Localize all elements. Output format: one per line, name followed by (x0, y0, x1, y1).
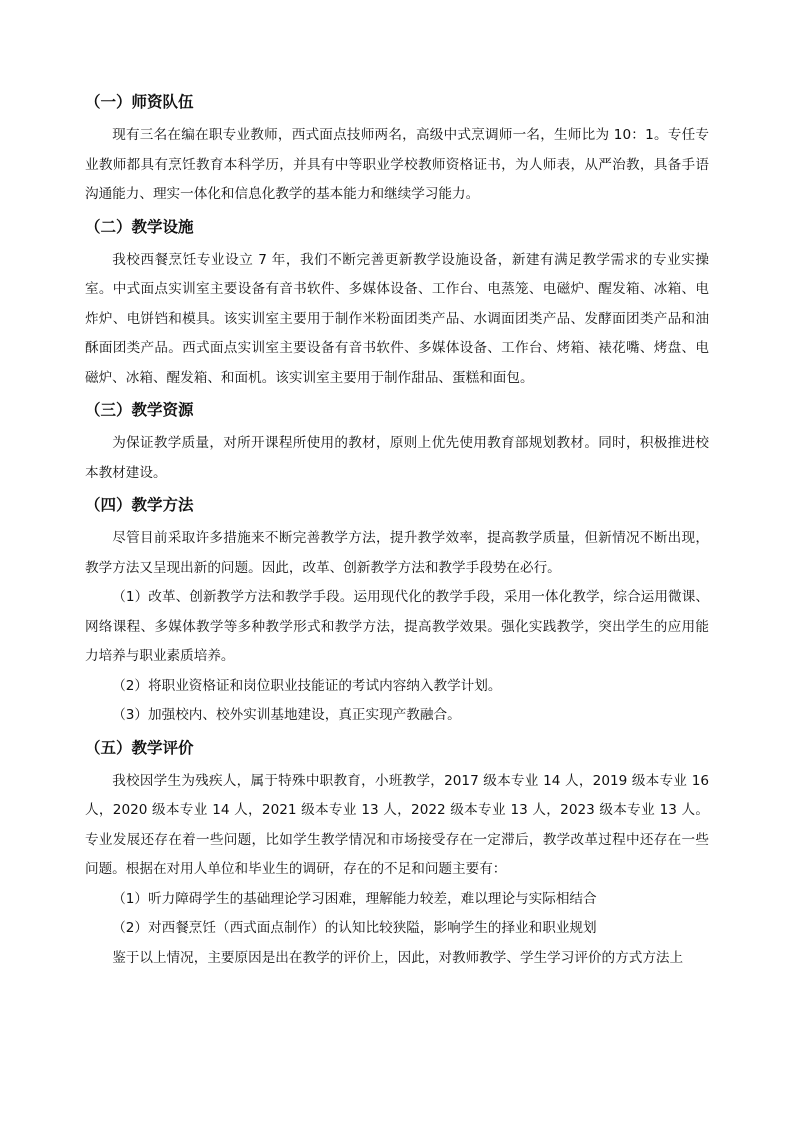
section-heading: （三）教学资源 (85, 401, 194, 419)
paragraph: 鉴于以上情况，主要原因是出在教学的评价上，因此，对教师教学、学生学习评价的方式方法上 (112, 949, 684, 966)
section-heading: （二）教学设施 (85, 217, 194, 236)
document-page (85, 85, 709, 973)
paragraph: 现有三名在编在职专业教师，西式面点技师两名，高级中式烹调师一名，生师比为 10：1。专任专业教师都具有烹饪教育本科学历，并具有中等职业学校教师资格证书，为人师表，从严治教，具备手语沟通能力、理实一体化和信息化教学的基本能力和继续学习能力。 (85, 127, 709, 202)
section-teaching-resources (85, 399, 709, 488)
paragraph: 为保证教学质量，对所开课程所使用的教材，原则上优先使用教育部规划教材。同时，积极推进校本教材建设。 (85, 435, 709, 481)
section-teaching-methods (85, 494, 709, 731)
list-item: （1）改革、创新教学方法和教学手段。运用现代化的教学手段，采用一体化教学，综合运用微课、网络课程、多媒体教学等多种教学形式和教学方法，提高教学效果。强化实践教学，突出学生的应用能力培养与职业素质培养。 (85, 589, 709, 664)
paragraph: 我校因学生为残疾人，属于特殊中职教育，小班教学，2017 级本专业 14 人，2019 级本专业 16 人，2020 级本专业 14 人，2021 级本专业 13 人，2022 级本专业 13 人，2023 级本专业 13 人。专业发展还存在着一些问题，比如学生教学情况和市场接受存在一定滞后，教学改革过程中还存在一些问题。根据在对用人单位和毕业生的调研，存在的不足和问题主要有： (85, 772, 709, 877)
section-teaching-evaluation (85, 737, 709, 974)
section-heading: （五）教学评价 (85, 738, 194, 757)
section-teaching-facilities (85, 216, 709, 394)
section-heading: （四）教学方法 (85, 496, 194, 514)
list-item: （3）加强校内、校外实训基地建设，真正实现产教融合。 (112, 707, 461, 723)
list-item: （2）对西餐烹饪（西式面点制作）的认知比较狭隘，影响学生的择业和职业规划 (112, 920, 597, 936)
section-teaching-staff (85, 91, 709, 210)
list-item: （1）听力障碍学生的基础理论学习困难，理解能力较差，难以理论与实际相结合 (112, 890, 597, 907)
section-heading: （一）师资队伍 (85, 93, 194, 111)
list-item: （2）将职业资格证和岗位职业技能证的考试内容纳入教学计划。 (112, 677, 502, 694)
paragraph: 尽管目前采取许多措施来不断完善教学方法，提升教学效率，提高教学质量，但新情况不断出现，教学方法又呈现出新的问题。因此，改革、创新教学方法和教学手段势在必行。 (85, 530, 709, 576)
paragraph: 我校西餐烹饪专业设立 7 年，我们不断完善更新教学设施设备，新建有满足教学需求的专业实操室。中式面点实训室主要设备有音书软件、多媒体设备、工作台、电蒸笼、电磁炉、醒发箱、冰箱、电炸炉、电饼铛和模具。该实训室主要用于制作米粉面团类产品、水调面团类产品、发酵面团类产品和油酥面团类产品。西式面点实训室主要设备有音书软件、多媒体设备、工作台、烤箱、裱花嘴、烤盘、电磁炉、冰箱、醒发箱、和面机。该实训室主要用于制作甜品、蛋糕和面包。 (85, 251, 709, 386)
